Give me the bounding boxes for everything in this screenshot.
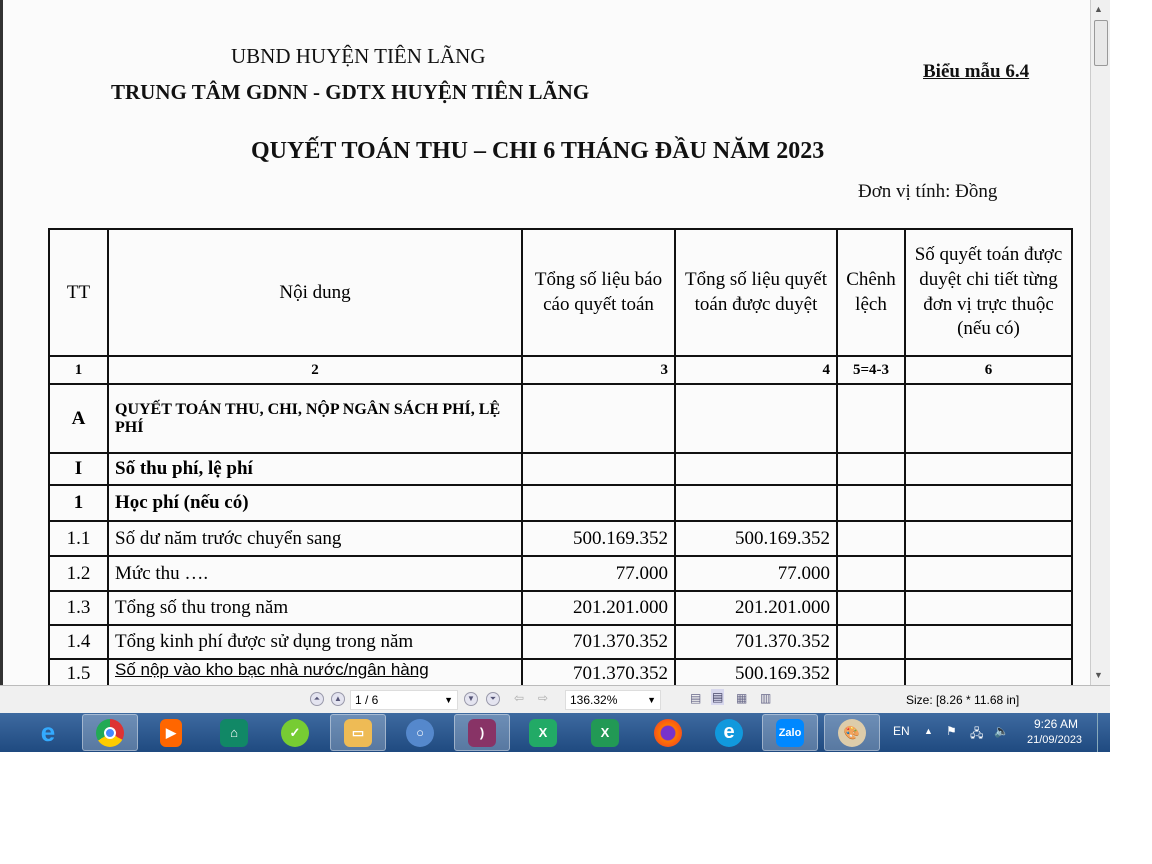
cell-c3 bbox=[522, 453, 675, 485]
chrome-icon bbox=[96, 719, 124, 747]
volume-icon[interactable]: 🔈 bbox=[994, 724, 1009, 738]
show-desktop-button[interactable] bbox=[1097, 713, 1110, 752]
clock-date[interactable]: 21/09/2023 bbox=[1027, 734, 1083, 746]
taskbar-chrome[interactable] bbox=[82, 714, 138, 751]
language-indicator[interactable]: EN bbox=[893, 724, 910, 738]
continuous-facing-icon[interactable]: ▥ bbox=[760, 691, 772, 705]
forward-icon[interactable]: ⇨ bbox=[538, 691, 549, 705]
column-header: Nội dung bbox=[108, 229, 522, 356]
cell-c5 bbox=[837, 384, 905, 453]
ie-icon: e bbox=[40, 717, 56, 747]
cell-content: Mức thu …. bbox=[108, 556, 522, 591]
index-cell: 1 bbox=[49, 356, 108, 384]
cell-content: Học phí (nếu có) bbox=[108, 485, 522, 521]
index-cell: 6 bbox=[905, 356, 1072, 384]
cell-c3 bbox=[522, 384, 675, 453]
cell-tt: 1.5 bbox=[49, 659, 108, 685]
index-cell: 5=4-3 bbox=[837, 356, 905, 384]
cell-c4 bbox=[675, 453, 837, 485]
cell-c6 bbox=[905, 485, 1072, 521]
scroll-thumb[interactable] bbox=[1094, 20, 1108, 66]
cell-c5 bbox=[837, 521, 905, 556]
form-number: Biểu mẫu 6.4 bbox=[923, 61, 1030, 82]
cell-c4: 201.201.000 bbox=[675, 591, 837, 625]
cell-c6 bbox=[905, 591, 1072, 625]
taskbar-firefox[interactable] bbox=[640, 714, 696, 751]
firefox-icon bbox=[654, 719, 682, 747]
action-center-icon[interactable]: ⚑ bbox=[946, 724, 957, 738]
header-row bbox=[49, 229, 1072, 356]
vertical-scrollbar[interactable] bbox=[1090, 0, 1110, 685]
table-row bbox=[49, 453, 1072, 485]
cell-c5 bbox=[837, 591, 905, 625]
cell-c6 bbox=[905, 556, 1072, 591]
cell-content: QUYẾT TOÁN THU, CHI, NỘP NGÂN SÁCH PHÍ, LỆ PHÍ bbox=[108, 384, 522, 453]
table-row bbox=[49, 625, 1072, 659]
column-header: Chênh lệch bbox=[837, 229, 905, 356]
facing-pages-icon[interactable]: ▦ bbox=[736, 691, 748, 705]
home-app-icon: ⌂ bbox=[220, 719, 248, 747]
network-icon[interactable]: 🖧 bbox=[970, 726, 984, 740]
table-row bbox=[49, 521, 1072, 556]
coccoc-icon: ✓ bbox=[281, 719, 309, 747]
column-header: Số quyết toán được duyệt chi tiết từng đơn vị trực thuộc (nếu có) bbox=[905, 229, 1072, 356]
taskbar bbox=[0, 713, 1110, 752]
taskbar-media[interactable] bbox=[143, 714, 199, 751]
table-row bbox=[49, 384, 1072, 453]
zoom-level: 136.32% bbox=[570, 693, 618, 707]
excel-icon: X bbox=[591, 719, 619, 747]
cell-c4: 77.000 bbox=[675, 556, 837, 591]
taskbar-paint[interactable] bbox=[824, 714, 880, 751]
last-page-icon[interactable]: ⏷ bbox=[486, 692, 500, 706]
pdf-viewer-icon: ) bbox=[468, 719, 496, 747]
column-header: Tổng số liệu quyết toán được duyệt bbox=[675, 229, 837, 356]
cell-c3 bbox=[522, 485, 675, 521]
table-row bbox=[49, 556, 1072, 591]
prev-page-icon[interactable]: ▲ bbox=[331, 692, 345, 706]
page-size: Size: [8.26 * 11.68 in] bbox=[906, 693, 1020, 707]
taskbar-explorer[interactable] bbox=[330, 714, 386, 751]
cell-c5 bbox=[837, 625, 905, 659]
edge-icon: e bbox=[715, 719, 743, 747]
taskbar-ie[interactable] bbox=[20, 714, 76, 751]
scroll-down-icon[interactable]: ▼ bbox=[1094, 670, 1103, 680]
table-row bbox=[49, 659, 1072, 685]
zalo-label: Zalo bbox=[778, 726, 802, 739]
cell-c3: 701.370.352 bbox=[522, 659, 675, 685]
taskbar-coccoc[interactable] bbox=[267, 714, 323, 751]
cell-tt: A bbox=[49, 384, 108, 453]
cell-tt: 1.4 bbox=[49, 625, 108, 659]
cell-content: Số nộp vào kho bạc nhà nước/ngân hàng bbox=[108, 659, 522, 685]
zalo-icon bbox=[776, 719, 804, 747]
cell-c3: 77.000 bbox=[522, 556, 675, 591]
cell-tt: 1.2 bbox=[49, 556, 108, 591]
table-row bbox=[49, 591, 1072, 625]
cell-c4 bbox=[675, 384, 837, 453]
cell-c4 bbox=[675, 485, 837, 521]
page-select[interactable]: 1 / 6 ▼ bbox=[350, 690, 458, 710]
cell-c5 bbox=[837, 659, 905, 685]
clock-time[interactable]: 9:26 AM bbox=[1034, 717, 1079, 731]
show-hidden-icons-icon[interactable]: ▲ bbox=[924, 726, 933, 736]
taskbar-app[interactable] bbox=[206, 714, 262, 751]
cell-tt: 1.1 bbox=[49, 521, 108, 556]
cell-c4: 500.169.352 bbox=[675, 521, 837, 556]
cell-c4: 500.169.352 bbox=[675, 659, 837, 685]
paint-icon: 🎨 bbox=[838, 719, 866, 747]
cell-tt: 1.3 bbox=[49, 591, 108, 625]
index-cell: 2 bbox=[108, 356, 522, 384]
cell-c6 bbox=[905, 625, 1072, 659]
back-icon[interactable]: ⇦ bbox=[514, 691, 525, 705]
next-page-icon[interactable]: ▼ bbox=[464, 692, 478, 706]
cell-c3: 500.169.352 bbox=[522, 521, 675, 556]
index-cell: 3 bbox=[522, 356, 675, 384]
page-number: 1 / 6 bbox=[355, 693, 379, 707]
org-name: UBND HUYỆN TIÊN LÃNG bbox=[231, 44, 486, 68]
cell-c5 bbox=[837, 556, 905, 591]
media-player-icon: ▶ bbox=[160, 719, 182, 747]
first-page-icon[interactable]: ⏶ bbox=[310, 692, 324, 706]
taskbar-pdf-viewer[interactable] bbox=[454, 714, 510, 751]
cell-c3: 701.370.352 bbox=[522, 625, 675, 659]
cell-content: Tổng số thu trong năm bbox=[108, 591, 522, 625]
column-header: Tổng số liệu báo cáo quyết toán bbox=[522, 229, 675, 356]
cell-c5 bbox=[837, 453, 905, 485]
cell-tt: 1 bbox=[49, 485, 108, 521]
cell-c6 bbox=[905, 521, 1072, 556]
single-page-icon[interactable]: ▤ bbox=[690, 691, 702, 705]
cell-c4: 701.370.352 bbox=[675, 625, 837, 659]
cell-c6 bbox=[905, 453, 1072, 485]
folder-icon: ▭ bbox=[344, 719, 372, 747]
zoom-select[interactable]: 136.32% ▼ bbox=[565, 690, 661, 710]
scroll-up-icon[interactable]: ▲ bbox=[1094, 4, 1103, 14]
cell-c6 bbox=[905, 659, 1072, 685]
chromium-icon: ○ bbox=[406, 719, 434, 747]
cell-c6 bbox=[905, 384, 1072, 453]
excel-icon: X bbox=[529, 719, 557, 747]
cell-c3: 201.201.000 bbox=[522, 591, 675, 625]
taskbar-excel-2[interactable] bbox=[577, 714, 633, 751]
center-name: TRUNG TÂM GDNN - GDTX HUYỆN TIÊN LÃNG bbox=[111, 80, 590, 104]
cell-content: Tổng kinh phí được sử dụng trong năm bbox=[108, 625, 522, 659]
cell-tt: I bbox=[49, 453, 108, 485]
taskbar-excel-1[interactable] bbox=[515, 714, 571, 751]
table-row bbox=[49, 485, 1072, 521]
cell-c5 bbox=[837, 485, 905, 521]
taskbar-zalo[interactable] bbox=[762, 714, 818, 751]
unit-label: Đơn vị tính: Đồng bbox=[858, 181, 998, 202]
cell-content: Số thu phí, lệ phí bbox=[108, 453, 522, 485]
index-cell: 4 bbox=[675, 356, 837, 384]
column-header: TT bbox=[49, 229, 108, 356]
continuous-page-icon[interactable]: ▤ bbox=[712, 690, 724, 704]
settlement-table bbox=[48, 228, 1073, 685]
viewer-toolbar bbox=[0, 685, 1110, 713]
cell-content: Số dư năm trước chuyển sang bbox=[108, 521, 522, 556]
index-row bbox=[49, 356, 1072, 384]
taskbar-edge[interactable] bbox=[701, 714, 757, 751]
document-title: QUYẾT TOÁN THU – CHI 6 THÁNG ĐẦU NĂM 2023 bbox=[251, 138, 825, 164]
taskbar-chromium[interactable] bbox=[392, 714, 448, 751]
